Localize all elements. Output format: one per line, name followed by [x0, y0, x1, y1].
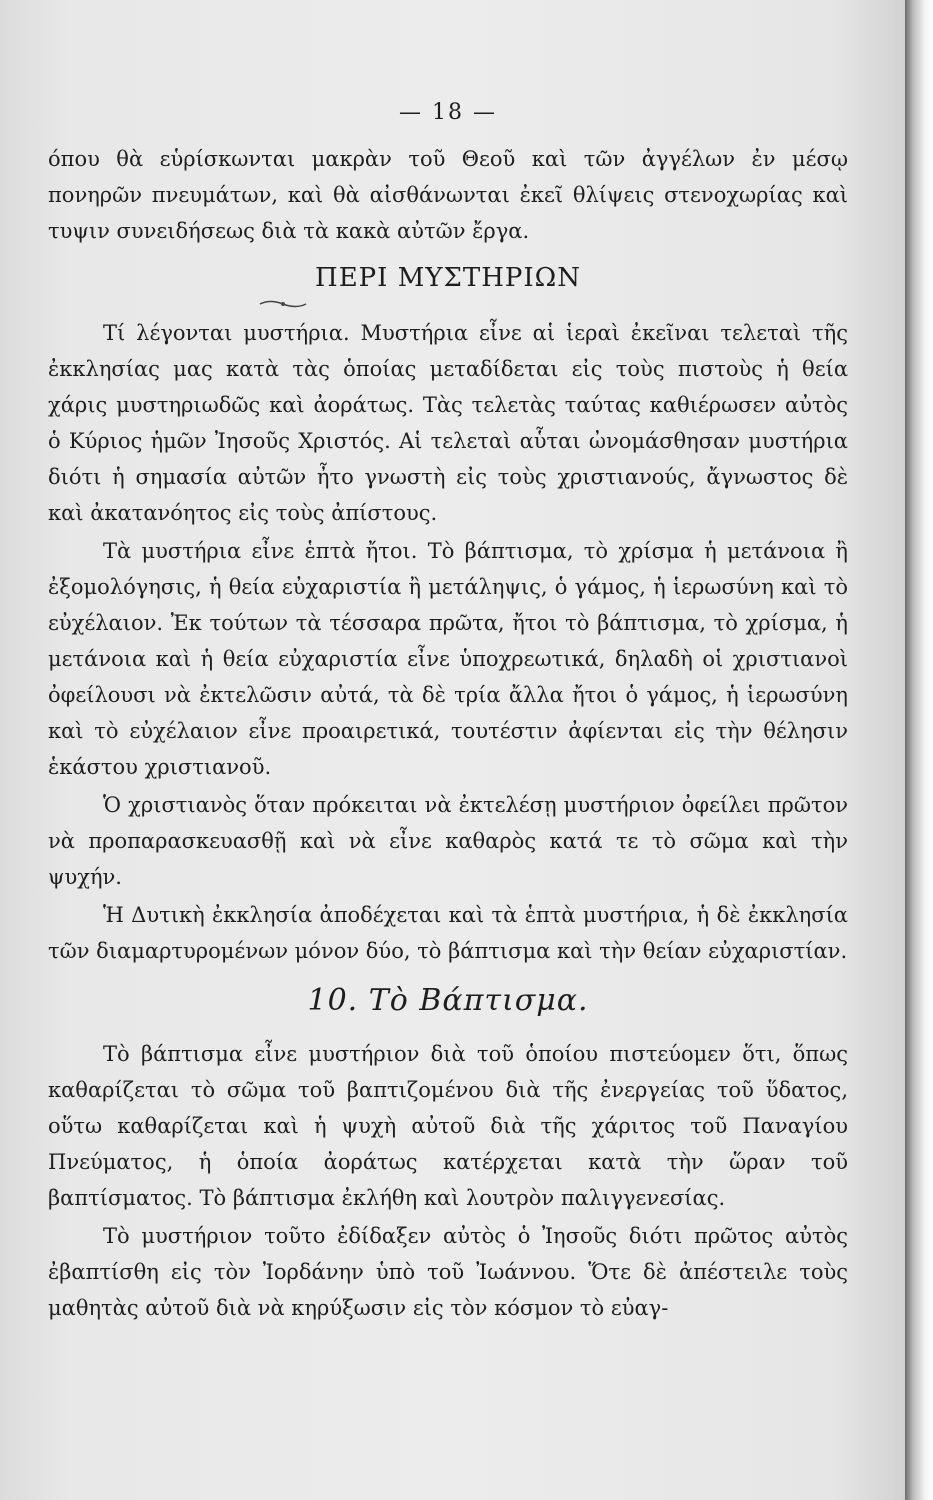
page-edge — [905, 0, 933, 1500]
paragraph-baptism-definition: Τὸ βάπτισμα εἶνε μυστήριον διὰ τοῦ ὁποίου πιστεύομεν ὅτι, ὅπως καθαρίζεται τὸ σῶμα τοῦ βαπτιζομένου διὰ τῆς ἐνεργείας τοῦ ὕδατος, οὕτω καθαρίζεται καὶ ἡ ψυχὴ αὐτοῦ διὰ τῆς χάριτος τοῦ Παναγίου Πνεύματος, ἡ ὁποία ἀοράτως κατέρχεται κατὰ τὴν ὥραν τοῦ βαπτίσματος. Τὸ βάπτισμα ἐκλήθη καὶ λουτρὸν παλιγγενεσίας. — [48, 1042, 848, 1210]
paragraph-preparation: Ὁ χριστιανὸς ὅταν πρόκειται νὰ ἐκτελέσῃ μυστήριον ὀφείλει πρῶτον νὰ προπαρασκευασθῇ καὶ νὰ εἶνε καθαρὸς κατά τε τὸ σῶμα καὶ τὴν ψυχήν. — [48, 793, 848, 889]
section-title-baptism: 10. Τὸ Βάπτισμα. — [307, 983, 589, 1018]
page-number: — 18 — — [399, 100, 497, 125]
opening-paragraph: όπου θὰ εὑρίσκωνται μακρὰν τοῦ Θεοῦ καὶ τῶν ἀγγέλων ἐν μέσῳ πονηρῶν πνευμάτων, καὶ θὰ αἰσθάνωνται ἐκεῖ θλίψεις στενοχωρίας καὶ τυψιν συνειδήσεως διὰ τὰ κακὰ αὐτῶν ἔργα. — [48, 147, 848, 243]
text-block — [48, 100, 848, 1326]
ornament-icon — [258, 299, 308, 309]
paragraph-baptism-institution: Τὸ μυστήριον τοῦτο ἐδίδαξεν αὐτὸς ὁ Ἰησοῦς διότι πρῶτος αὐτὸς ἐβαπτίσθη εἰς τὸν Ἰορδάνην ὑπὸ τοῦ Ἰωάννου. Ὅτε δὲ ἀπέστειλε τοὺς μαθητὰς αὐτοῦ διὰ νὰ κηρύξωσιν εἰς τὸν κόσμον τὸ εὐαγ- — [48, 1224, 848, 1320]
paragraph-definition: Τί λέγονται μυστήρια. Μυστήρια εἶνε αἱ ἱεραὶ ἐκεῖναι τελεταὶ τῆς ἐκκλησίας μας κατὰ τὰς ὁποίας μεταδίδεται εἰς τοὺς πιστοὺς ἡ θεία χάρις μυστηριωδῶς καὶ ἀοράτως. Τὰς τελετὰς ταύτας καθιέρωσεν αὐτὸς ὁ Κύριος ἡμῶν Ἰησοῦς Χριστός. Αἱ τελεταὶ αὗται ὠνομάσθησαν μυστήρια διότι ἡ σημασία αὐτῶν ἦτο γνωστὴ εἰς τοὺς χριστιανούς, ἄγνωστος δὲ καὶ ἀκατανόητος εἰς τοὺς ἀπίστους. — [48, 321, 848, 525]
section-heading: ΠΕΡΙ ΜΥΣΤΗΡΙΩΝ — [315, 263, 581, 293]
paragraph-western-church: Ἡ Δυτικὴ ἐκκλησία ἀποδέχεται καὶ τὰ ἑπτὰ μυστήρια, ἡ δὲ ἐκκλησία τῶν διαμαρτυρομένων μόνον δύο, τὸ βάπτισμα καὶ τὴν θείαν εὐχαριστίαν. — [48, 903, 848, 963]
paragraph-seven-sacraments: Τὰ μυστήρια εἶνε ἑπτὰ ἤτοι. Τὸ βάπτισμα, τὸ χρίσμα ἡ μετάνοια ἢ ἐξομολόγησις, ἡ θεία εὐχαριστία ἢ μετάληψις, ὁ γάμος, ἡ ἱερωσύνη καὶ τὸ εὐχέλαιον. Ἐκ τούτων τὰ τέσσαρα πρῶτα, ἤτοι τὸ βάπτισμα, τὸ χρίσμα, ἡ μετάνοια καὶ ἡ θεία εὐχαριστία εἶνε ὑποχρεωτικά, δηλαδὴ οἱ χριστιανοὶ ὀφείλουσι νὰ ἐκτελῶσιν αὐτά, τὰ δὲ τρία ἄλλα ἤτοι ὁ γάμος, ἡ ἱερωσύνη καὶ τὸ εὐχέλαιον εἶνε προαιρετικά, τουτέστιν ἀφίενται εἰς τὴν θέλησιν ἑκάστου χριστιανοῦ. — [48, 539, 848, 779]
